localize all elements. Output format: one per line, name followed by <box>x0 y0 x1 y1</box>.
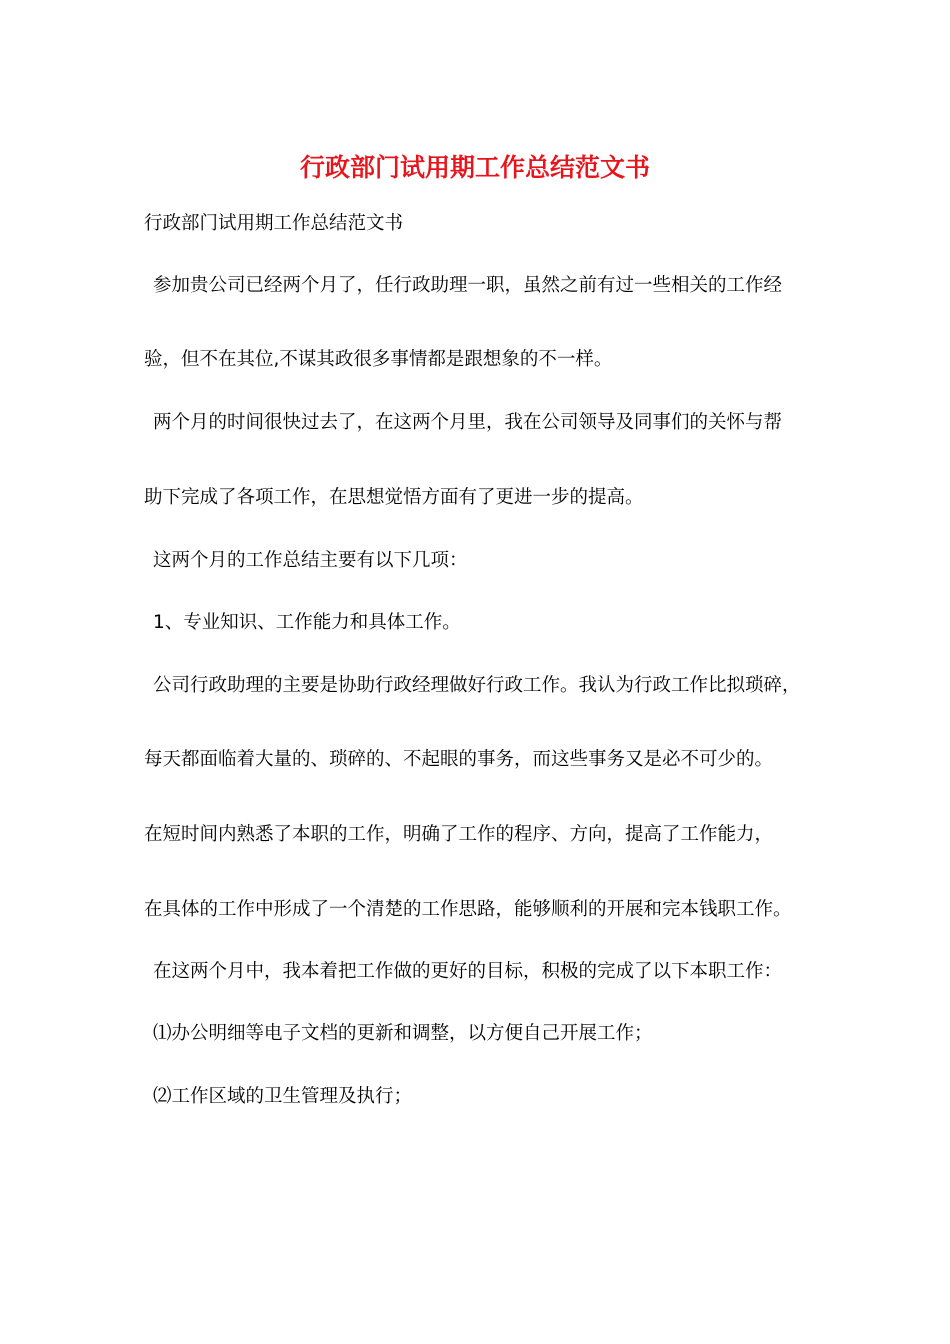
paragraph-line: 公司行政助理的主要是协助行政经理做好行政工作。我认为行政工作比拟琐碎， <box>153 675 801 696</box>
paragraph-line: 两个月的时间很快过去了，在这两个月里，我在公司领导及同事们的关怀与帮 <box>153 412 783 433</box>
paragraph-line: 验，但不在其位,不谋其政很多事情都是跟想象的不一样。 <box>144 349 613 370</box>
list-item: ⑴办公明细等电子文档的更新和调整，以方便自己开展工作； <box>153 1023 653 1044</box>
document-subtitle: 行政部门试用期工作总结范文书 <box>144 213 404 234</box>
document-title: 行政部门试用期工作总结范文书 <box>299 153 650 182</box>
paragraph-line: 这两个月的工作总结主要有以下几项： <box>153 550 468 571</box>
paragraph-line: 参加贵公司已经两个月了，任行政助理一职，虽然之前有过一些相关的工作经 <box>153 275 783 296</box>
list-item: 1、专业知识、工作能力和具体工作。 <box>153 612 461 633</box>
paragraph-line: 在具体的工作中形成了一个清楚的工作思路，能够顺利的开展和完本钱职工作。 <box>144 899 792 920</box>
paragraph-line: 在短时间内熟悉了本职的工作，明确了工作的程序、方向，提高了工作能力， <box>144 824 774 845</box>
list-item: ⑵工作区域的卫生管理及执行； <box>153 1086 413 1107</box>
paragraph-line: 在这两个月中，我本着把工作做的更好的目标，积极的完成了以下本职工作： <box>153 961 783 982</box>
paragraph-line: 每天都面临着大量的、琐碎的、不起眼的事务，而这些事务又是必不可少的。 <box>144 749 774 770</box>
paragraph-line: 助下完成了各项工作，在思想觉悟方面有了更进一步的提高。 <box>144 487 644 508</box>
